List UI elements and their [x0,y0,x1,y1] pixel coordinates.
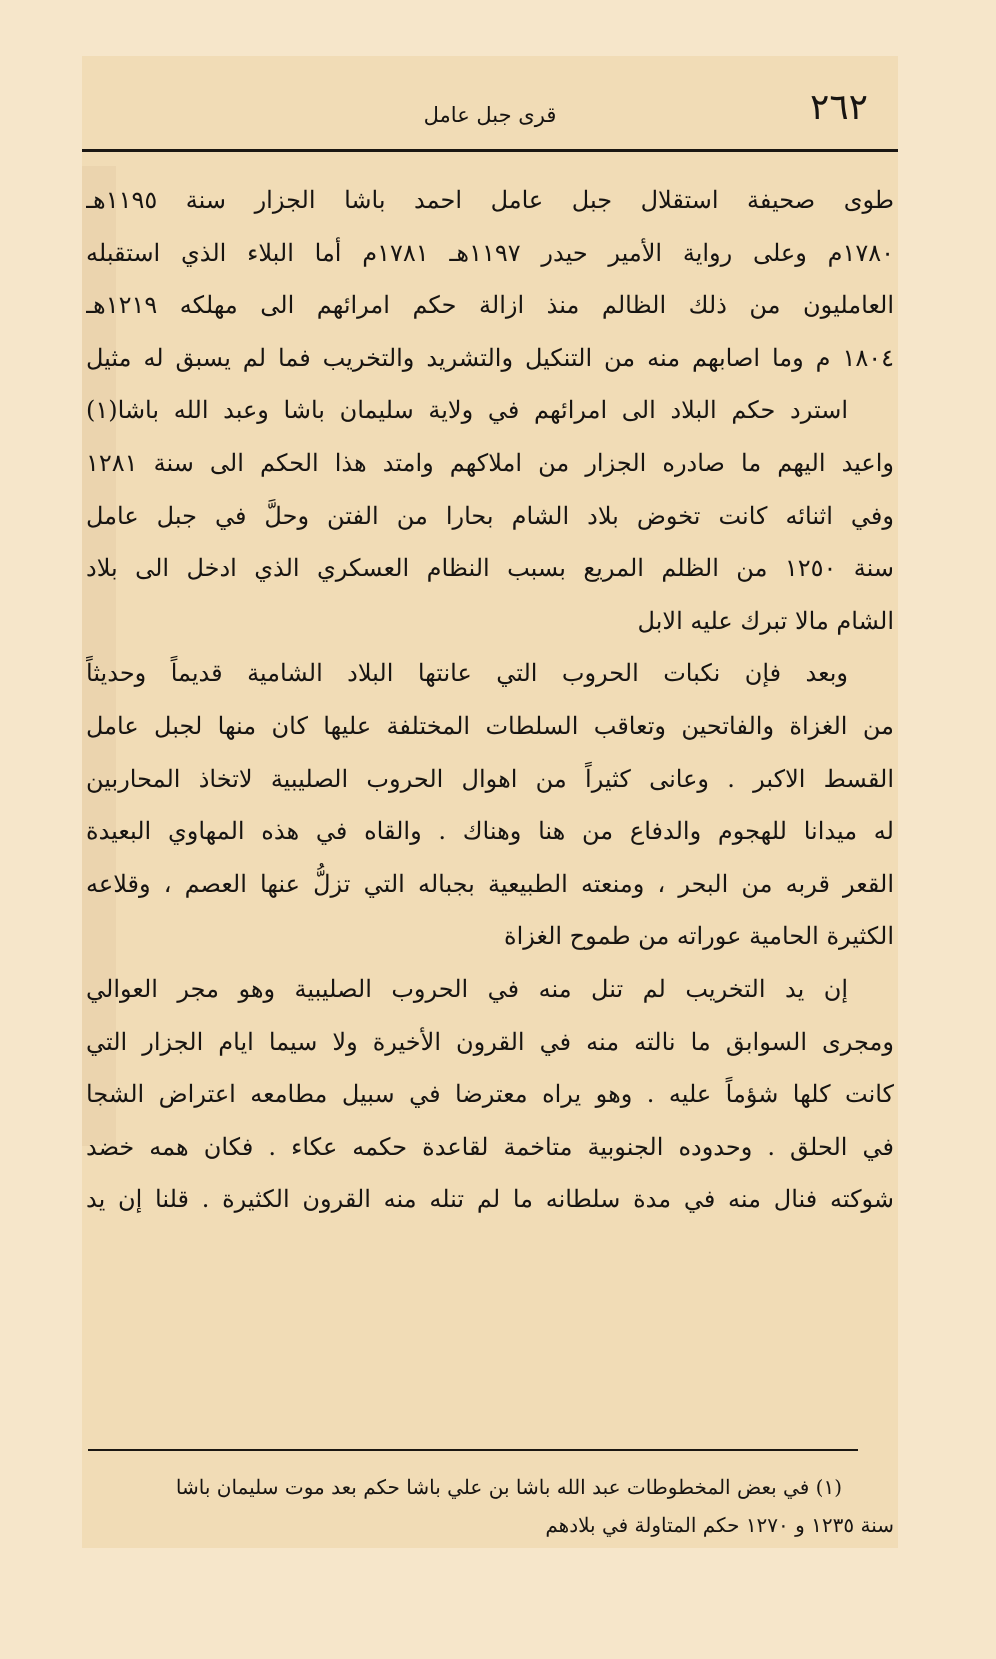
footnote-line: سنة ١٢٣٥ و ١٢٧٠ حكم المتاولة في بلادهم [545,1513,894,1537]
text-line: الشام مالا تبرك عليه الابل [637,606,894,635]
book-page [82,56,898,1548]
text-line: من الغزاة والفاتحين وتعاقب السلطات المختلفة عليها كان منها لجبل عامل [86,711,894,740]
text-line: واعيد اليهم ما صادره الجزار من املاكهم وامتد هذا الحكم الى سنة ١٢٨١ [86,448,894,477]
text-line: القسط الاكبر . وعانى كثيراً من اهوال الحروب الصليبية لاتخاذ المحاربين [86,764,894,793]
text-line: إن يد التخريب لم تنل منه في الحروب الصليبية وهو مجر العوالي [86,974,848,1003]
running-title: قرى جبل عامل [423,103,557,127]
page-number: ٢٦٢ [809,87,868,128]
text-line: استرد حكم البلاد الى امرائهم في ولاية سليمان باشا وعبد الله باشا(١) [86,396,848,425]
text-line: ١٨٠٤ م وما اصابهم منه من التنكيل والتشريد والتخريب فما لم يسبق له مثيل [86,343,894,372]
text-line: سنة ١٢٥٠ من الظلم المريع بسبب النظام العسكري الذي ادخل الى بلاد [86,554,894,583]
page-header [82,82,898,138]
text-line: طوى صحيفة استقلال جبل عامل احمد باشا الجزار سنة ١١٩٥هـ [86,186,894,214]
text-line: في الحلق . وحدوده الجنوبية متاخمة لقاعدة حكمه عكاء . فكان همه خضد [86,1132,894,1161]
text-line: ومجرى السوابق ما نالته منه في القرون الأخيرة ولا سيما ايام الجزار التي [86,1027,894,1056]
text-line: الكثيرة الحامية عوراته من طموح الغزاة [504,922,894,951]
header-rule [82,149,898,152]
text-line: كانت كلها شؤماً عليه . وهو يراه معترضا في سبيل مطامعه اعتراض الشجا [86,1080,894,1109]
text-line: له ميدانا للهجوم والدفاع من هنا وهناك . والقاه في هذه المهاوي البعيدة [86,817,894,846]
footnotes [86,1468,894,1544]
text-line: العامليون من ذلك الظالم منذ ازالة حكم امرائهم الى مهلكه ١٢١٩هـ [86,291,894,320]
text-line: وفي اثنائه كانت تخوض بلاد الشام بحارا من الفتن وحلَّ في جبل عامل [86,501,894,530]
footnote-rule [88,1449,858,1451]
text-line: شوكته فنال منه في مدة سلطانه ما لم تنله منه القرون الكثيرة . قلنا إن يد [86,1185,894,1214]
text-line: وبعد فإن نكبات الحروب التي عانتها البلاد الشامية قديماً وحديثاً [86,659,848,688]
text-line: ١٧٨٠م وعلى رواية الأمير حيدر ١١٩٧هـ ١٧٨١م أما البلاء الذي استقبله [86,238,894,267]
footnote-line: (١) في بعض المخطوطات عبد الله باشا بن علي باشا حكم بعد موت سليمان باشا [175,1475,842,1499]
main-text [86,174,894,1226]
text-line: القعر قربه من البحر ، ومنعته الطبيعية بجباله التي تزلُّ عنها العصم ، وقلاعه [86,869,894,898]
